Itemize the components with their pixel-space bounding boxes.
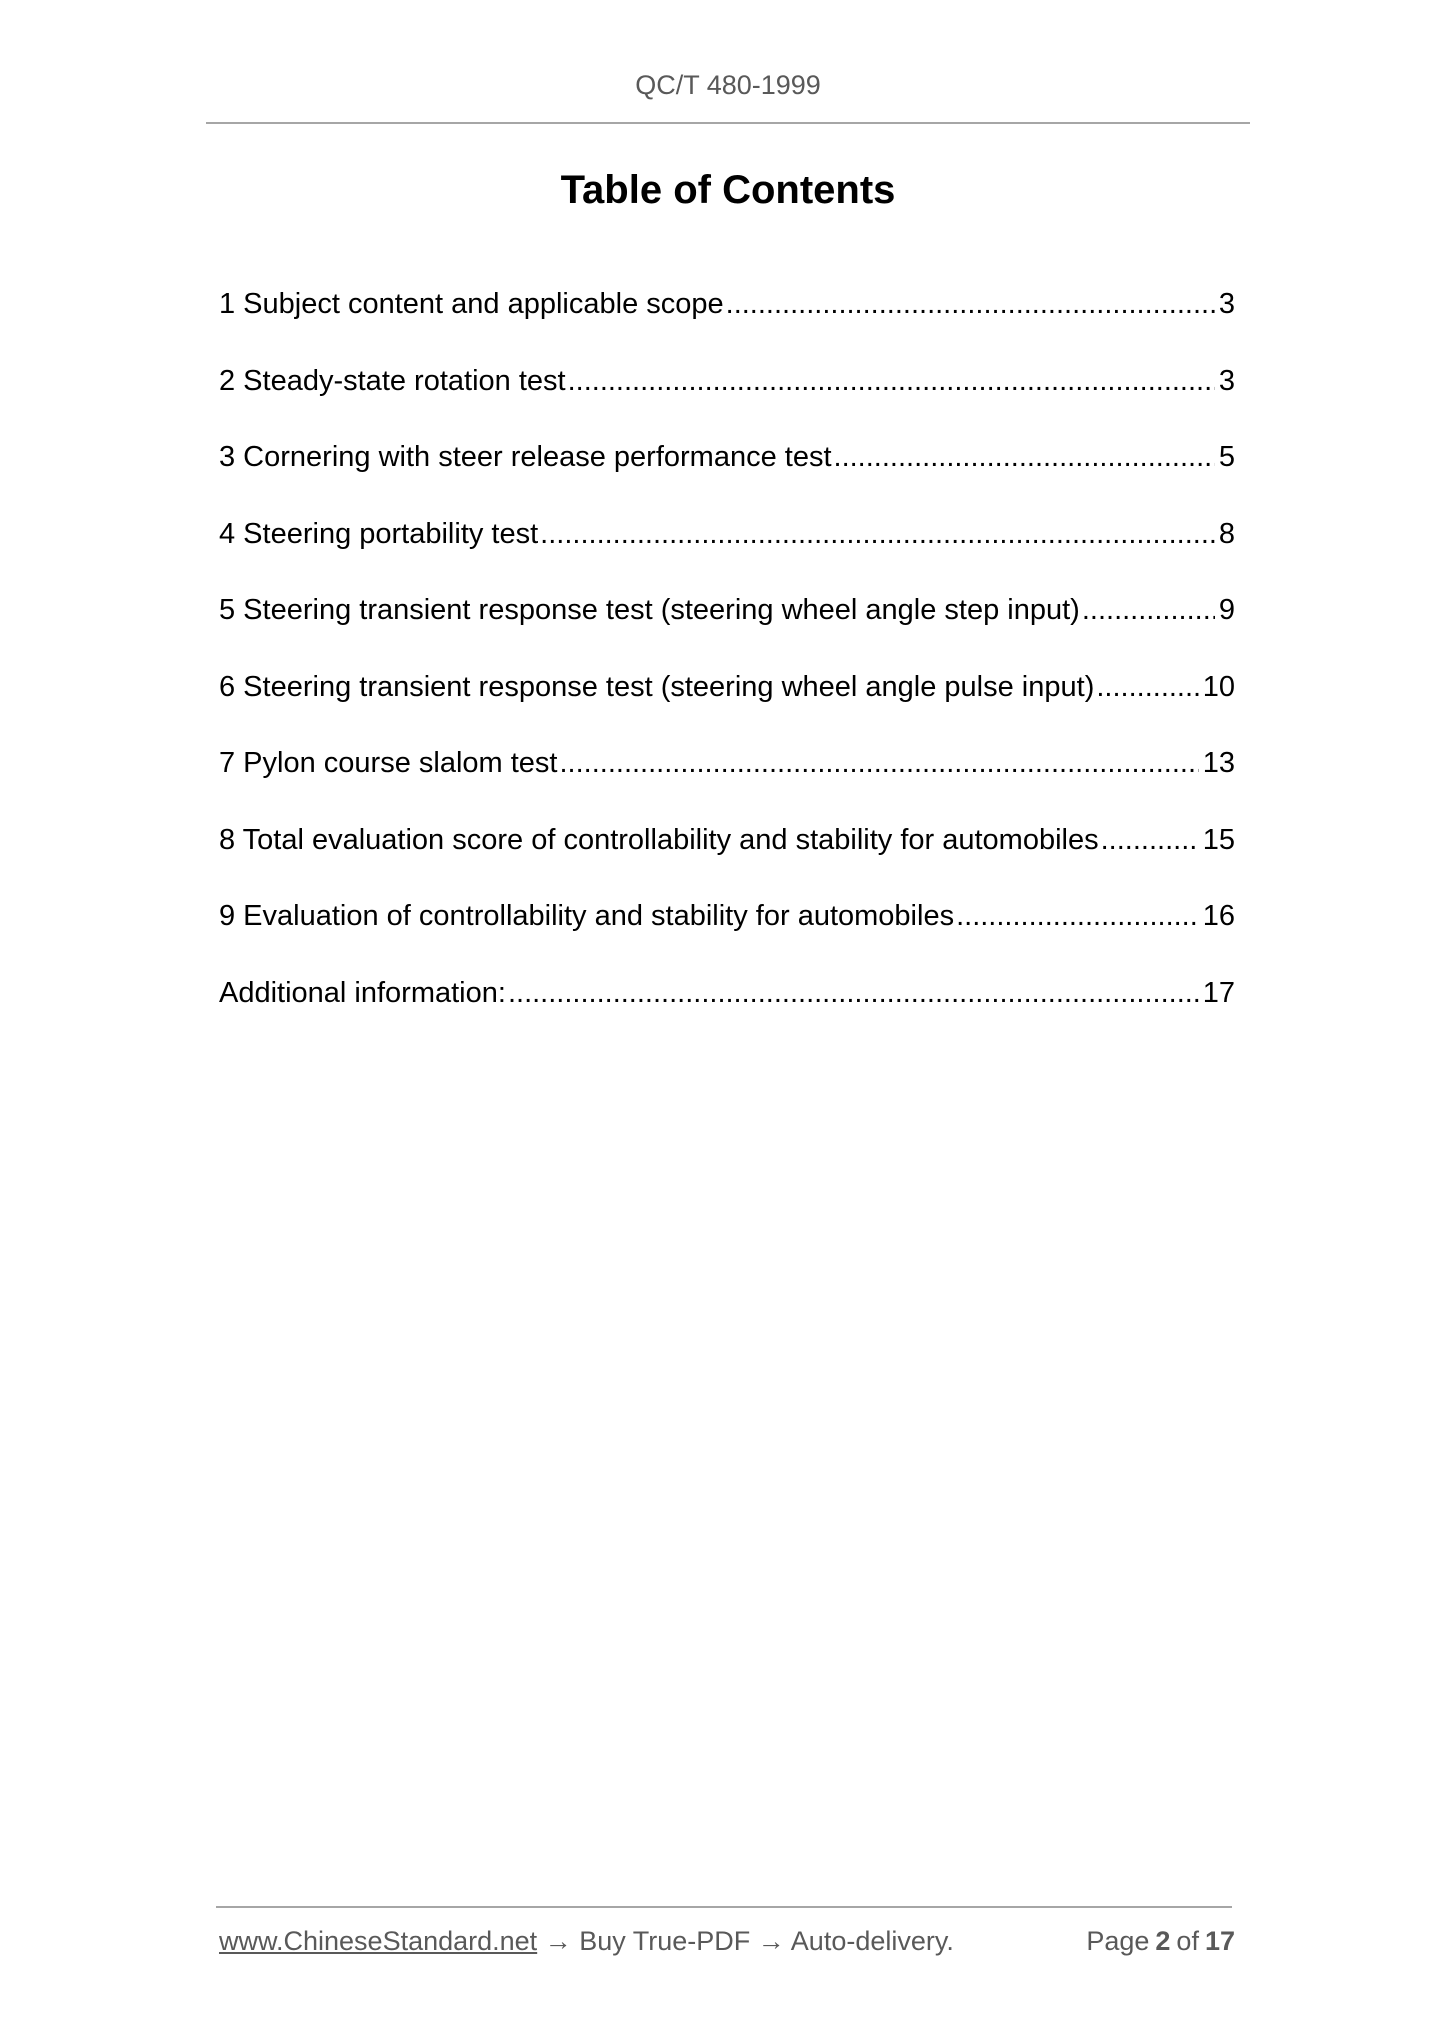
toc-entry[interactable] bbox=[219, 441, 1235, 518]
toc-dot-leader bbox=[834, 441, 1215, 474]
toc-entry-page: 3 bbox=[1218, 288, 1235, 320]
running-header: QC/T 480-1999 bbox=[635, 70, 821, 100]
toc-entry-label: Additional information: bbox=[219, 976, 506, 1009]
buy-text: Buy True-PDF bbox=[579, 1926, 751, 1956]
arrow-right-icon: → bbox=[544, 1926, 572, 1956]
toc-entry[interactable] bbox=[219, 594, 1235, 671]
toc-dot-leader bbox=[540, 518, 1215, 551]
toc-dot-leader bbox=[559, 747, 1198, 780]
toc-entry-label: 2 Steady-state rotation test bbox=[219, 364, 566, 397]
current-page: 2 bbox=[1155, 1926, 1171, 1956]
toc-dot-leader bbox=[1096, 671, 1198, 704]
site-link[interactable]: www.ChineseStandard.net bbox=[219, 1926, 538, 1956]
toc-entry-page: 10 bbox=[1202, 670, 1235, 703]
toc-dot-leader bbox=[508, 977, 1199, 1010]
toc-entry-label: 4 Steering portability test bbox=[219, 517, 539, 550]
toc-entry-label: 3 Cornering with steer release performance test bbox=[219, 441, 832, 473]
header-divider bbox=[206, 122, 1250, 124]
toc-entry[interactable] bbox=[219, 518, 1235, 595]
toc-entry-label: 1 Subject content and applicable scope bbox=[219, 288, 724, 320]
toc-entry-page: 9 bbox=[1218, 594, 1235, 626]
toc-entry-page: 8 bbox=[1218, 517, 1235, 550]
toc-entry[interactable] bbox=[219, 671, 1235, 748]
toc-entry[interactable] bbox=[219, 977, 1235, 1054]
toc-dot-leader bbox=[1101, 824, 1199, 857]
footer-divider bbox=[216, 1906, 1232, 1908]
toc-dot-leader bbox=[568, 365, 1215, 398]
toc-entry-label: 6 Steering transient response test (steering wheel angle pulse input) bbox=[219, 670, 1095, 703]
toc-entry-label: 8 Total evaluation score of controllability and stability for automobiles bbox=[219, 823, 1099, 856]
table-of-contents bbox=[219, 288, 1235, 1053]
arrow-right-icon: → bbox=[757, 1926, 785, 1956]
toc-entry-label: 7 Pylon course slalom test bbox=[219, 747, 558, 779]
total-pages: 17 bbox=[1204, 1926, 1235, 1956]
toc-entry-page: 5 bbox=[1218, 441, 1235, 473]
page-number bbox=[1080, 1926, 1235, 1957]
toc-entry[interactable] bbox=[219, 824, 1235, 901]
toc-entry-page: 13 bbox=[1202, 747, 1235, 779]
toc-entry[interactable] bbox=[219, 747, 1235, 824]
toc-entry-page: 17 bbox=[1202, 976, 1235, 1009]
toc-entry-page: 16 bbox=[1202, 900, 1235, 932]
toc-entry-page: 15 bbox=[1202, 823, 1235, 856]
toc-entry-label: 9 Evaluation of controllability and stability for automobiles bbox=[219, 900, 955, 932]
toc-dot-leader bbox=[956, 900, 1199, 933]
toc-entry[interactable] bbox=[219, 365, 1235, 442]
toc-entry-label: 5 Steering transient response test (steering wheel angle step input) bbox=[219, 594, 1080, 626]
page-word: Page bbox=[1086, 1926, 1150, 1956]
page-title: Table of Contents bbox=[560, 168, 896, 212]
page-footer bbox=[219, 1926, 1235, 1957]
of-word: of bbox=[1176, 1926, 1199, 1956]
delivery-text: Auto-delivery. bbox=[790, 1926, 954, 1956]
toc-dot-leader bbox=[1082, 594, 1215, 627]
toc-dot-leader bbox=[726, 288, 1215, 321]
toc-entry[interactable] bbox=[219, 900, 1235, 977]
toc-entry[interactable] bbox=[219, 288, 1235, 365]
footer-promo bbox=[219, 1926, 954, 1957]
toc-entry-page: 3 bbox=[1218, 364, 1235, 397]
